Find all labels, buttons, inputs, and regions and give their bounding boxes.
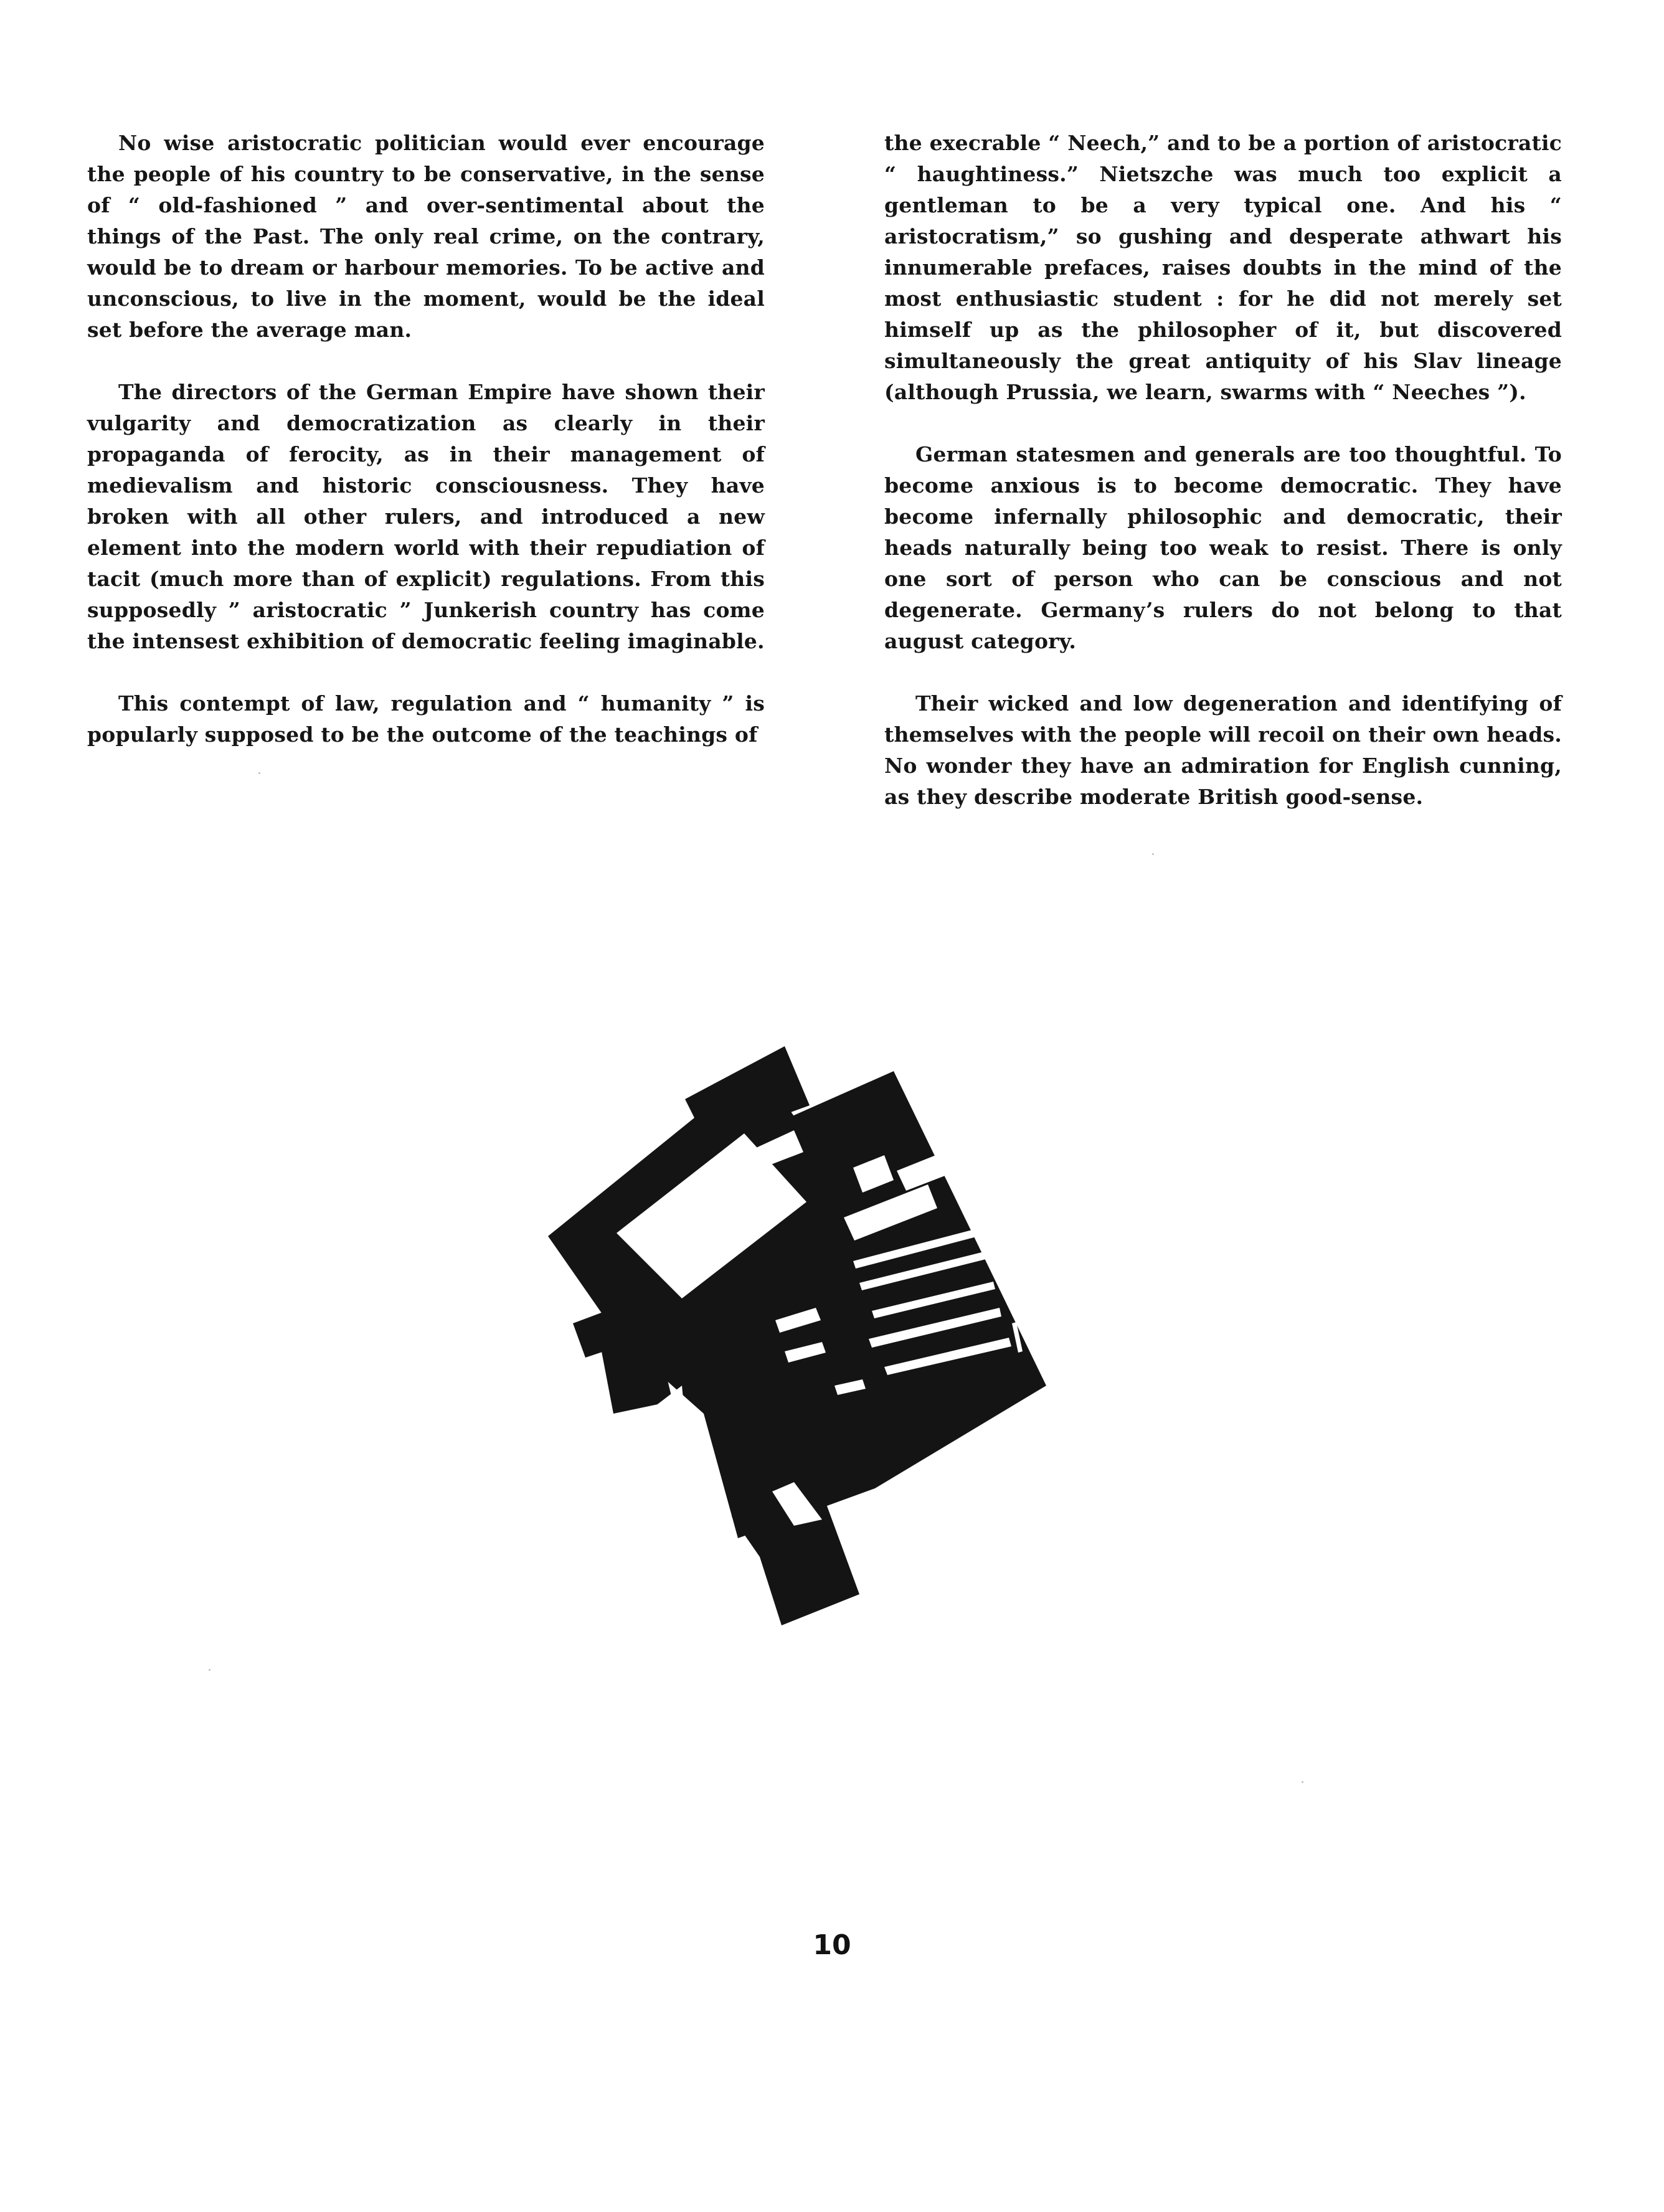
- abstract-vorticist-woodcut-icon: [548, 1046, 1059, 1632]
- paper-speck: [258, 772, 260, 774]
- page-number: 10: [813, 1929, 851, 1961]
- paper-speck: [1302, 1781, 1303, 1783]
- paper-speck: [1152, 853, 1154, 855]
- right-column: [884, 128, 1562, 844]
- paragraph: Their wicked and low degeneration and identifying of themselves with the people will recoil on their own heads. No wonder they have an admiration for English cunning, as they describe moderate British good-sense.: [884, 691, 1562, 809]
- paragraph: the execrable “ Neech,” and to be a portion of aristocratic “ haughtiness.” Nietszche was much too explicit a gentleman to be a very typical one. And his “ aristocratism,” so gushing and desperate athwart his innumerable prefaces, raises doubts in the mind of the most enthusiastic student : for he did not merely set himself up as the philosopher of it, but discovered simultaneously the great antiquity of his Slav lineage (although Prussia, we learn, swarms with “ Neeches ”).: [884, 131, 1562, 404]
- paper-speck: [209, 1669, 210, 1671]
- paragraph: The directors of the German Empire have shown their vulgarity and democratization as clearly in their propaganda of ferocity, as in their management of medievalism and historic consciousness. They have broken with all other rulers, and introduced a new element into the modern world with their repudiation of tacit (much more than of explicit) regulations. From this supposedly ” aristocratic ” Junkerish country has come the intensest exhibition of democratic feeling imaginable.: [87, 380, 765, 653]
- paragraph: German statesmen and generals are too thoughtful. To become anxious is to become democratic. They have become infernally philosophic and democratic, their heads naturally being too weak to resist. There is only one sort of person who can be conscious and not degenerate. Germany’s rulers do not belong to that august category.: [884, 442, 1562, 653]
- paragraph: No wise aristocratic politician would ever encourage the people of his country to be conservative, in the sense of “ old-fashioned ” and over-sentimental about the things of the Past. The only real crime, on the contrary, would be to dream or harbour memories. To be active and unconscious, to live in the moment, would be the ideal set before the average man.: [87, 131, 765, 342]
- paragraph: This contempt of law, regulation and “ humanity ” is popularly supposed to be the outcome of the teachings of: [87, 691, 765, 747]
- left-column: [87, 128, 765, 782]
